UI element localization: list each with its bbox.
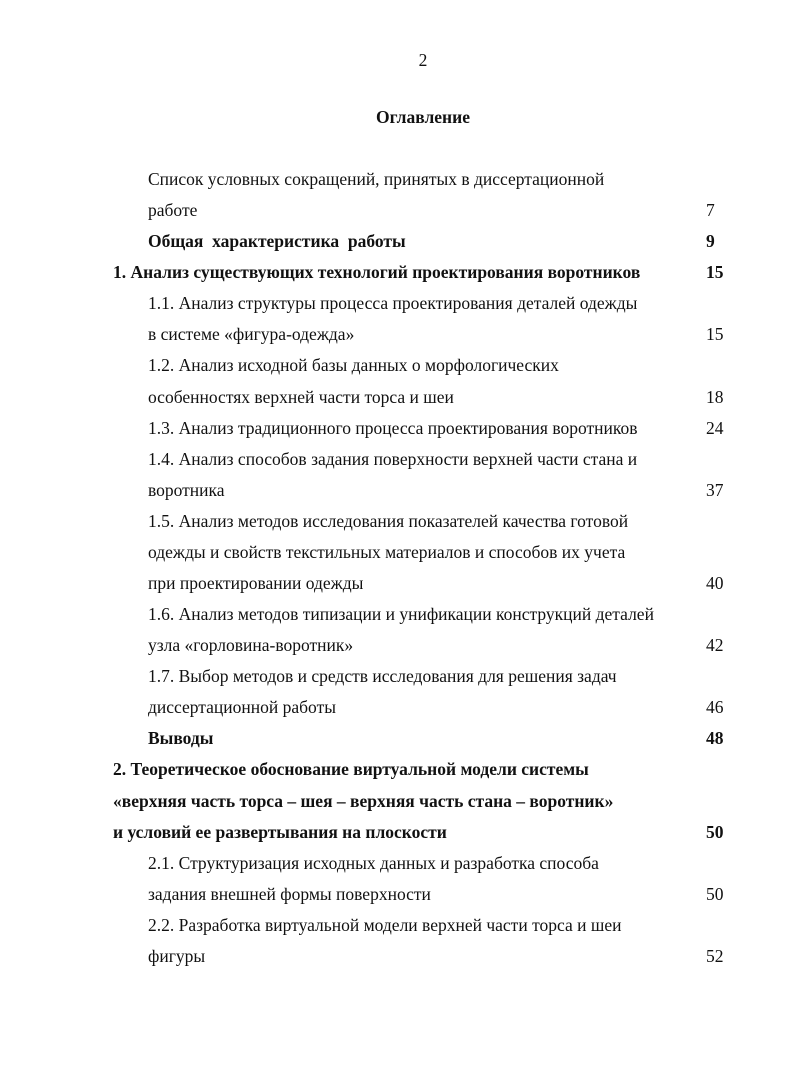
toc-entry-page: 48	[706, 728, 724, 749]
toc-line	[0, 661, 740, 692]
toc-entry-text: диссертационной работы	[148, 697, 336, 718]
toc-entry-text: задания внешней формы поверхности	[148, 883, 431, 904]
page-number: 2	[418, 50, 428, 70]
toc-entry-page: 24	[706, 417, 724, 438]
toc-entry-page: 52	[706, 945, 724, 966]
toc-entry-text: особенностях верхней части торса и шеи	[148, 386, 454, 407]
toc-entry-text: 1.1. Анализ структуры процесса проектирования деталей одежды	[148, 293, 638, 314]
toc-chapter-line	[0, 754, 740, 785]
toc-entry-text: в системе «фигура-одежда»	[148, 324, 355, 345]
toc-line	[0, 910, 740, 941]
toc-line	[0, 599, 740, 630]
toc-line	[0, 879, 740, 910]
toc-entry-page: 46	[706, 697, 724, 718]
toc-entry-text: 1.7. Выбор методов и средств исследования для решения задач	[148, 666, 617, 687]
toc-entry-text: фигуры	[148, 945, 206, 966]
toc-entry-page: 15	[706, 262, 724, 283]
toc-entry-text: 1.2. Анализ исходной базы данных о морфологических	[148, 355, 559, 376]
toc-entry-text: 1.3. Анализ традиционного процесса проектирования воротников	[148, 417, 638, 438]
toc-line	[0, 692, 740, 723]
toc-line	[0, 941, 740, 972]
toc-entry-text: 2.1. Структуризация исходных данных и разработка способа	[148, 852, 599, 873]
toc-entry-text: Выводы	[148, 728, 214, 749]
toc-chapter-line	[0, 786, 740, 817]
toc-chapter-text: 2. Теоретическое обоснование виртуальной модели системы	[113, 759, 589, 780]
toc-entry-text: 1.4. Анализ способов задания поверхности верхней части стана и	[148, 448, 638, 469]
toc-chapter-text: и условий ее развертывания на плоскости	[113, 821, 447, 842]
toc-entry-page: 15	[706, 324, 724, 345]
toc-entry-page: 7	[706, 200, 715, 221]
toc-entry-text: Список условных сокращений, принятых в диссертационной	[148, 169, 605, 189]
toc-line	[0, 723, 740, 754]
toc-line	[0, 288, 740, 319]
toc-line	[0, 226, 740, 257]
toc-entry-text: воротника	[148, 479, 225, 500]
toc-entry-text: Общая характеристика работы	[148, 231, 406, 252]
toc-entry-text: узла «горловина-воротник»	[148, 635, 354, 656]
toc-entry-page: 50	[706, 883, 724, 904]
toc-entry-page: 37	[706, 479, 724, 500]
toc-line	[0, 319, 740, 350]
toc-entry-text: работе	[148, 200, 198, 221]
toc-entry-page: 9	[706, 231, 715, 252]
toc-line	[0, 382, 740, 413]
toc-chapter-line	[0, 257, 740, 288]
toc-entry-text: 2.2. Разработка виртуальной модели верхней части торса и шеи	[148, 914, 622, 935]
toc-line	[0, 475, 740, 506]
toc-line	[0, 413, 740, 444]
toc-line	[0, 506, 740, 537]
toc-line	[0, 444, 740, 475]
toc-entry-text: одежды и свойств текстильных материалов и способов их учета	[148, 541, 626, 562]
toc-entry-page: 18	[706, 386, 724, 407]
toc-line	[0, 164, 740, 195]
toc-line	[0, 848, 740, 879]
toc-chapter-line	[0, 817, 740, 848]
toc-line	[0, 568, 740, 599]
toc-entry-page: 40	[706, 573, 724, 594]
toc-chapter-text: «верхняя часть торса – шея – верхняя часть стана – воротник»	[113, 790, 614, 811]
toc-line	[0, 630, 740, 661]
toc-title: Оглавление	[376, 107, 470, 127]
toc-line	[0, 350, 740, 381]
toc-entry-text: 1.5. Анализ методов исследования показателей качества готовой	[148, 510, 629, 531]
table-of-contents	[0, 164, 740, 972]
toc-line	[0, 195, 740, 226]
toc-chapter-text: 1. Анализ существующих технологий проектирования воротников	[113, 262, 641, 283]
toc-entry-page: 50	[706, 821, 724, 842]
toc-entry-text: 1.6. Анализ методов типизации и унификации конструкций деталей	[148, 604, 654, 625]
toc-line	[0, 537, 740, 568]
toc-entry-text: при проектировании одежды	[148, 573, 364, 594]
toc-entry-page: 42	[706, 635, 724, 656]
